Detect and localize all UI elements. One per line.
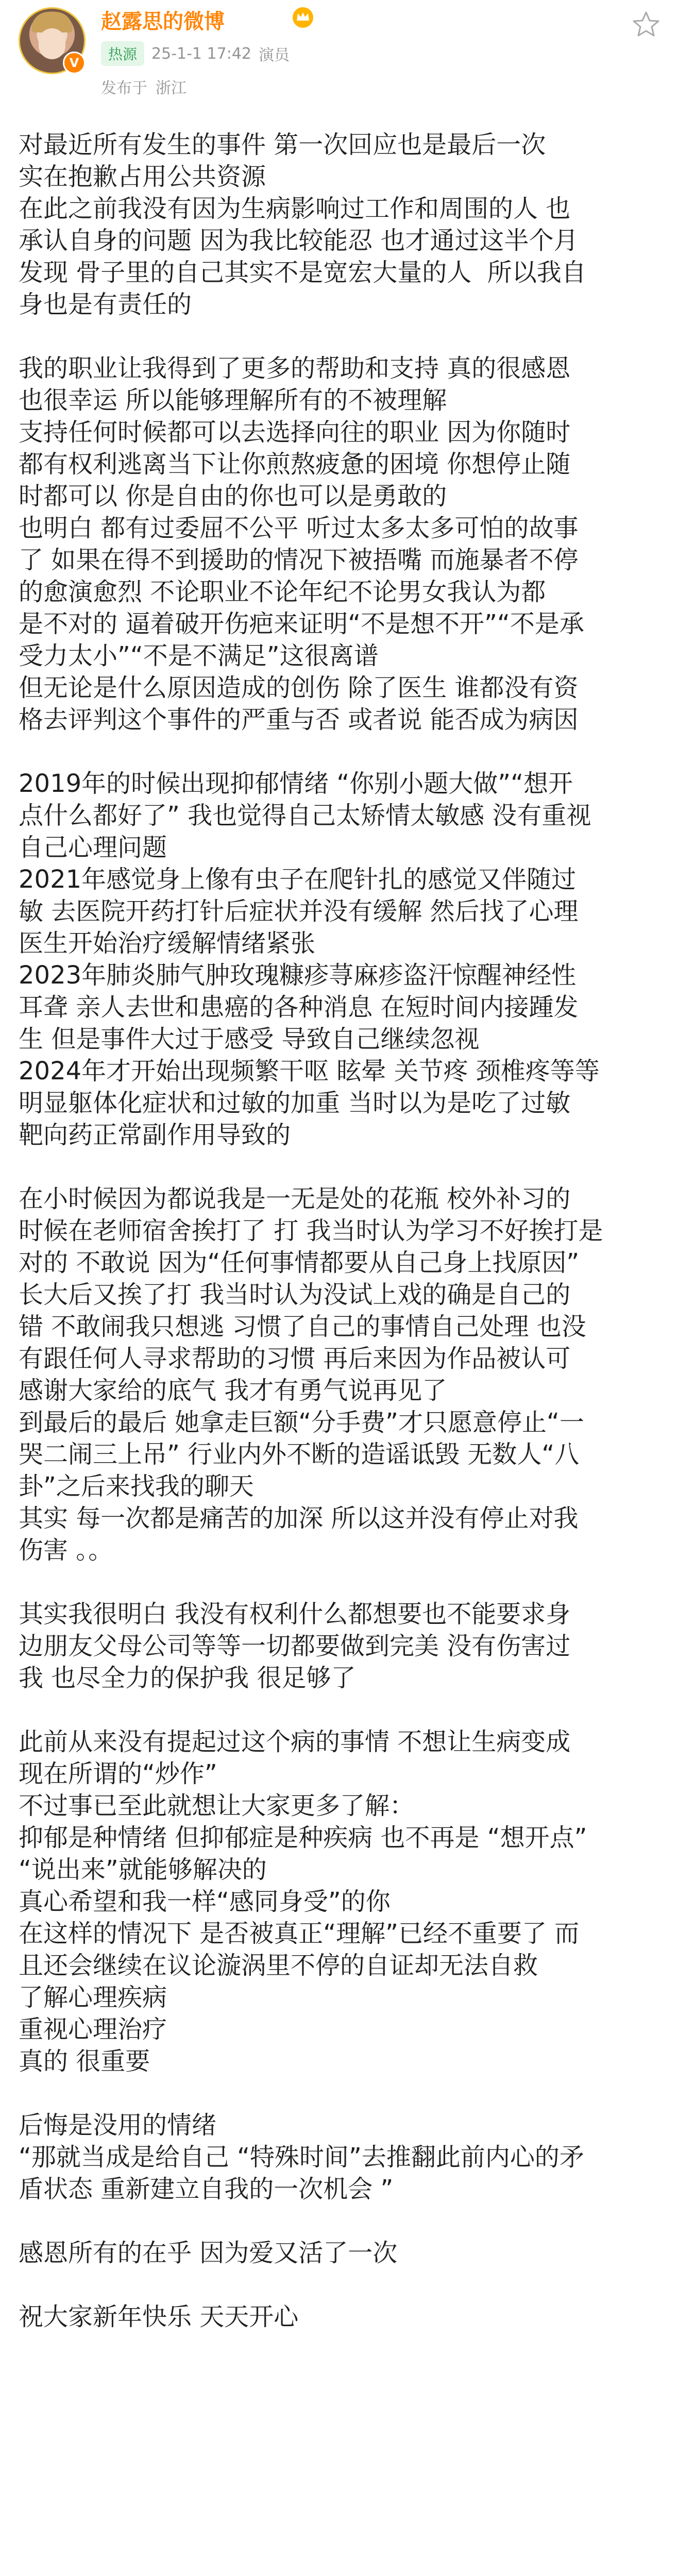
post-text-line: 靶向药正常副作用导致的 — [19, 1121, 291, 1149]
post-text-line: 自己心理问题 — [19, 833, 167, 862]
post-text-line: 伤害 。。 — [19, 1536, 113, 1565]
post-text-line: 不过事已至此就想让大家更多了解： — [19, 1791, 415, 1820]
username[interactable]: 赵露思的微博 — [101, 10, 225, 33]
crown-icon — [292, 6, 314, 29]
post-body — [19, 129, 659, 2333]
post-text-line: 了 如果在得不到援助的情况下被捂嘴 而施暴者不停 — [19, 546, 579, 574]
post-text-line: 重视心理治疗 — [19, 2015, 167, 2044]
post-text-line: 实在抱歉占用公共资源 — [19, 162, 266, 191]
post-text-line: 边朋友父母公司等等一切都要做到完美 没有伤害过 — [19, 1632, 571, 1660]
post-text-line: 支持任何时候都可以去选择向往的职业 因为你随时 — [19, 418, 571, 447]
post-text-line: 2021年感觉身上像有虫子在爬针扎的感觉又伴随过 — [19, 865, 577, 894]
post-text-line: 医生开始治疗缓解情绪紧张 — [19, 929, 316, 958]
post-text-line: 都有权利逃离当下让你煎熬疲惫的困境 你想停止随 — [19, 450, 571, 479]
meta-row — [101, 42, 290, 65]
post-text-line: 明显躯体化症状和过敏的加重 当时以为是吃了过敏 — [19, 1089, 571, 1117]
post-text-line: 盾状态 重新建立自我的一次机会 ” — [19, 2175, 394, 2204]
post-text-line: 感谢大家给的底气 我才有勇气说再见了 — [19, 1376, 447, 1405]
post-text-line: 对最近所有发生的事件 第一次回应也是最后一次 — [19, 130, 546, 159]
post-text-line: 承认自身的问题 因为我比较能忍 也才通过这半个月 — [19, 226, 579, 255]
post-text-line: 其实 每一次都是痛苦的加深 所以这并没有停止对我 — [19, 1504, 579, 1533]
post-text-line: “那就当成是给自己 “特殊时间”去推翻此前内心的矛 — [19, 2143, 584, 2172]
post-text-line: 在此之前我没有因为生病影响过工作和周围的人 也 — [19, 194, 571, 223]
paragraph-gap — [19, 2205, 659, 2237]
star-outline-icon[interactable] — [631, 9, 662, 40]
user-role: 演员 — [259, 46, 290, 64]
post-text-line: 我 也尽全力的保护我 很足够了 — [19, 1664, 356, 1692]
post-text-line: 敏 去医院开药打针后症状并没有缓解 然后找了心理 — [19, 897, 579, 926]
post-text-line: 且还会继续在议论漩涡里不停的自证却无法自救 — [19, 1951, 538, 1980]
location-row — [101, 75, 187, 98]
hot-badge: 热源 — [101, 41, 144, 66]
post-text-line: 有跟任何人寻求帮助的习惯 再后来因为作品被认可 — [19, 1344, 571, 1373]
post-text-line: 后悔是没用的情绪 — [19, 2111, 217, 2140]
post-text-line: 生 但是事件大过于感受 导致自己继续忽视 — [19, 1025, 480, 1054]
post-text-line: 真的 很重要 — [19, 2047, 150, 2076]
post-text-line: 长大后又挨了打 我当时认为没试上戏的确是自己的 — [19, 1280, 571, 1309]
post-text-line: 祝大家新年快乐 天天开心 — [19, 2302, 299, 2331]
post-text-line: 抑郁是种情绪 但抑郁症是种疾病 也不再是 “想开点” — [19, 1823, 587, 1852]
post-text-line: 我的职业让我得到了更多的帮助和支持 真的很感恩 — [19, 354, 571, 383]
post-text-line: “说出来”就能够解决的 — [19, 1855, 267, 1884]
post-text-line: 点什么都好了” 我也觉得自己太矫情太敏感 没有重视 — [19, 801, 591, 830]
paragraph-gap — [19, 320, 659, 352]
post-text-line: 哭二闹三上吊” 行业内外不断的造谣诋毁 无数人“八 — [19, 1440, 580, 1469]
paragraph-gap — [19, 1151, 659, 1183]
post-text-line: 也明白 都有过委屈不公平 听过太多太多可怕的故事 — [19, 514, 579, 543]
paragraph-gap — [19, 2269, 659, 2301]
post-text-line: 但无论是什么原因造成的创伤 除了医生 谁都没有资 — [19, 673, 579, 702]
paragraph-gap — [19, 1566, 659, 1598]
post-text-line: 其实我很明白 我没有权利什么都想要也不能要求身 — [19, 1600, 571, 1629]
post-text-line: 现在所谓的“炒作” — [19, 1759, 217, 1788]
post-text-line: 2019年的时候出现抑郁情绪 “你别小题大做”“想开 — [19, 769, 573, 798]
post-text-line: 2023年肺炎肺气肿玫瑰糠疹荨麻疹盗汗惊醒神经性 — [19, 961, 577, 990]
post-text-line: 是不对的 逼着破开伤疤来证明“不是想不开”“不是承 — [19, 609, 584, 638]
post-text-line: 的愈演愈烈 不论职业不论年纪不论男女我认为都 — [19, 578, 546, 606]
post-text-line: 耳聋 亲人去世和患癌的各种消息 在短时间内接踵发 — [19, 993, 579, 1022]
post-text-line: 2024年才开始出现频繁干呕 眩晕 关节疼 颈椎疼等等 — [19, 1057, 600, 1086]
post-text-line: 受力太小”“不是不满足”这很离谱 — [19, 641, 379, 670]
post-text-line: 到最后的最后 她拿走巨额“分手费”才只愿意停止“一 — [19, 1408, 584, 1437]
post-text-line: 时候在老师宿舍挨打了 打 我当时认为学习不好挨打是 — [19, 1216, 603, 1245]
post-text-line: 发现 骨子里的自己其实不是宽宏大量的人 所以我自 — [19, 258, 586, 287]
post-time: 25-1-1 17:42 — [151, 44, 252, 63]
post-text-line: 卦”之后来找我的聊天 — [19, 1472, 254, 1501]
post-text-line: 在小时候因为都说我是一无是处的花瓶 校外补习的 — [19, 1184, 571, 1213]
paragraph-gap — [19, 2077, 659, 2109]
post-text-line: 错 不敢闹我只想逃 习惯了自己的事情自己处理 也没 — [19, 1312, 586, 1341]
post-text-line: 真心希望和我一样“感同身受”的你 — [19, 1887, 391, 1916]
post-text-line: 在这样的情况下 是否被真正“理解”已经不重要了 而 — [19, 1919, 580, 1948]
paragraph-gap — [19, 736, 659, 768]
post-text-line: 对的 不敢说 因为“任何事情都要从自己身上找原因” — [19, 1248, 580, 1277]
post-text-line: 也很幸运 所以能够理解所有的不被理解 — [19, 386, 447, 415]
location: 浙江 — [156, 79, 187, 97]
post-text-line: 感恩所有的在乎 因为爱又活了一次 — [19, 2239, 398, 2267]
post-text-line: 格去评判这个事件的严重与否 或者说 能否成为病因 — [19, 705, 579, 734]
post-text-line: 身也是有责任的 — [19, 290, 192, 319]
verified-v-icon: V — [63, 52, 86, 74]
post-text-line: 此前从来没有提起过这个病的事情 不想让生病变成 — [19, 1727, 571, 1756]
post-header — [0, 0, 678, 113]
post-text-line: 时都可以 你是自由的你也可以是勇敢的 — [19, 482, 447, 511]
location-prefix: 发布于 — [101, 79, 147, 97]
post-text-line: 了解心理疾病 — [19, 1983, 167, 2012]
paragraph-gap — [19, 1694, 659, 1726]
